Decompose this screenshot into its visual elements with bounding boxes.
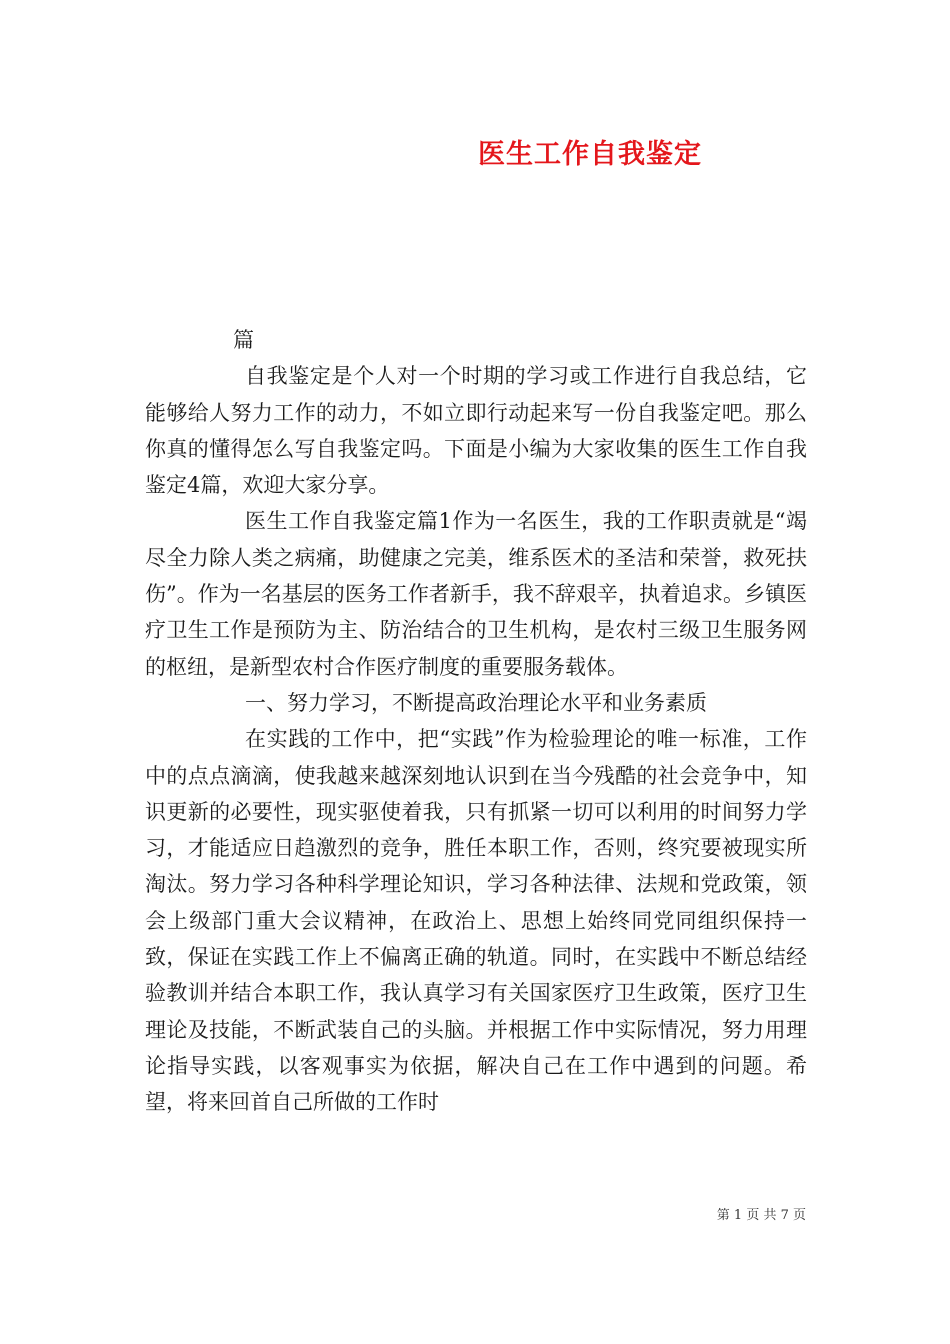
paragraph-intro: 自我鉴定是个人对一个时期的学习或工作进行自我总结，它能够给人努力工作的动力，不如立即行动起来写一份自我鉴定吧。那么你真的懂得怎么写自我鉴定吗。下面是小编为大家收集的医生工作自我鉴定4篇，欢迎大家分享。 [145, 364, 807, 498]
page-number: 第 1 页 共 7 页 [716, 1208, 806, 1223]
document-title: 医生工作自我鉴定 [478, 139, 702, 170]
paragraph-article-1: 医生工作自我鉴定篇1作为一名医生，我的工作职责就是“竭尽全力除人类之病痛，助健康之完美，维系医术的圣洁和荣誉，救死扶伤”。作为一名基层的医务工作者新手，我不辞艰辛，执着追求。乡镇医疗卫生工作是预防为主、防治结合的卫生机构，是农村三级卫生服务网的枢纽，是新型农村合作医疗制度的重要服务载体。 [145, 509, 807, 679]
paragraph-practice: 在实践的工作中，把“实践”作为检验理论的唯一标准，工作中的点点滴滴，使我越来越深刻地认识到在当今残酷的社会竞争中，知识更新的必要性，现实驱使着我，只有抓紧一切可以利用的时间努力学习，才能适应日趋激烈的竞争，胜任本职工作，否则，终究要被现实所淘汰。努力学习各种科学理论知识，学习各种法律、法规和党政策，领会上级部门重大会议精神，在政治上、思想上始终同党同组织保持一致，保证在实践工作上不偏离正确的轨道。同时，在实践中不断总结经验教训并结合本职工作，我认真学习有关国家医疗卫生政策，医疗卫生理论及技能，不断武装自己的头脑。并根据工作中实际情况，努力用理论指导实践，以客观事实为依据，解决自己在工作中遇到的问题。希望，将来回首自己所做的工作时 [145, 727, 807, 1115]
document-body [145, 322, 807, 1121]
section-marker: 篇 [233, 328, 254, 352]
section-heading: 一、努力学习，不断提高政治理论水平和业务素质 [245, 690, 707, 715]
